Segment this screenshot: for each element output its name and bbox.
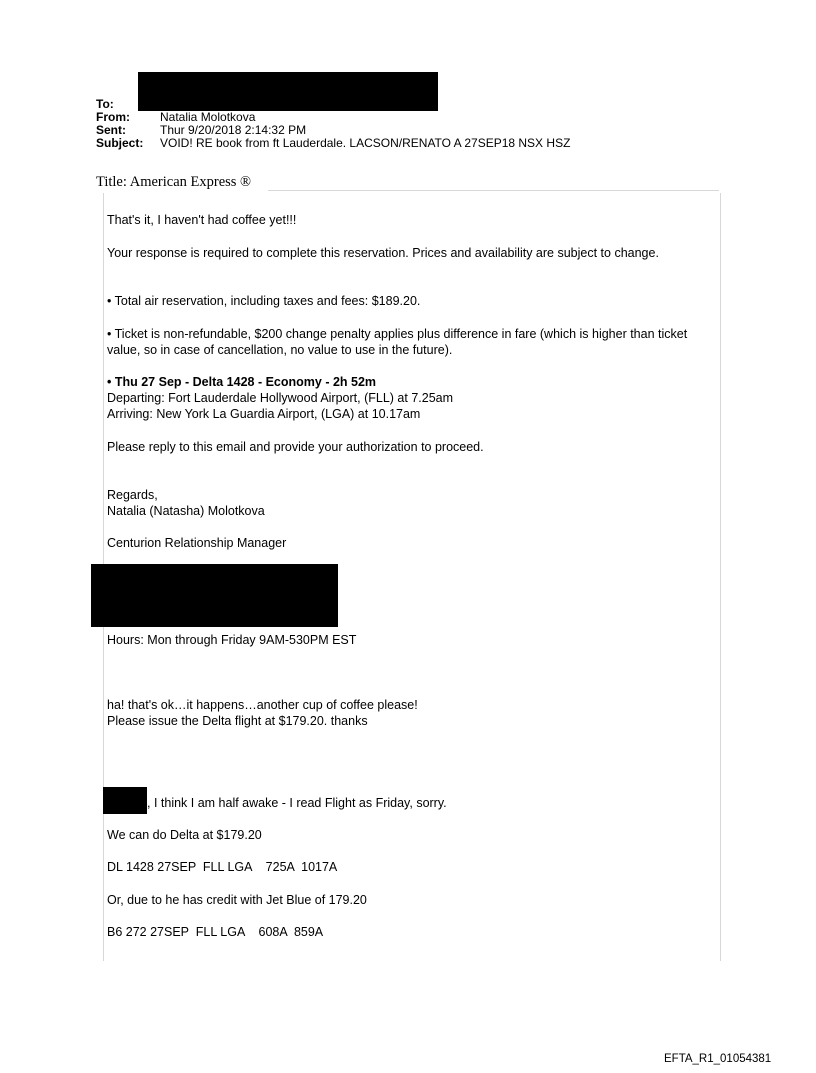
message-title: Title: American Express ® xyxy=(96,174,252,190)
body-regards: Regards, xyxy=(107,488,158,502)
email-header xyxy=(96,72,570,150)
from-value: Natalia Molotkova xyxy=(160,110,256,124)
body-hours: Hours: Mon through Friday 9AM-530PM EST xyxy=(107,633,357,647)
name-redaction-box xyxy=(103,787,147,814)
body-sender-role: Centurion Relationship Manager xyxy=(107,536,287,550)
body-jetblue-offer: Or, due to he has credit with Jet Blue of 179.20 xyxy=(107,893,367,907)
body-jetblue-itinerary: B6 272 27SEP FLL LGA 608A 859A xyxy=(107,925,324,939)
sent-value: Thur 9/20/2018 2:14:32 PM xyxy=(160,123,307,137)
from-label: From: xyxy=(96,110,130,124)
to-label: To: xyxy=(96,97,114,111)
title-divider xyxy=(268,190,719,191)
body-total-air: • Total air reservation, including taxes and fees: $189.20. xyxy=(107,294,421,308)
body-ticket-terms: • Ticket is non-refundable, $200 change penalty applies plus difference in fare (which is higher than ticket value, so in case of cancellation, no value to use in the future). xyxy=(107,327,688,357)
body-delta-itinerary: DL 1428 27SEP FLL LGA 725A 1017A xyxy=(107,860,338,874)
document-id: EFTA_R1_01054381 xyxy=(664,1053,772,1065)
body-flight-heading: • Thu 27 Sep - Delta 1428 - Economy - 2h 52m xyxy=(107,375,377,389)
body-departing: Departing: Fort Lauderdale Hollywood Airport, (FLL) at 7.25am xyxy=(107,391,454,405)
body-coffee: That's it, I haven't had coffee yet!!! xyxy=(107,213,297,227)
body-delta-offer: We can do Delta at $179.20 xyxy=(107,828,262,842)
subject-row xyxy=(96,137,570,150)
sent-label: Sent: xyxy=(96,123,126,137)
redaction-box xyxy=(138,72,438,111)
subject-label: Subject: xyxy=(96,136,144,150)
body-arriving: Arriving: New York La Guardia Airport, (LGA) at 10.17am xyxy=(107,407,421,421)
body-response-required: Your response is required to complete this reservation. Prices and availability are subject to change. xyxy=(107,246,659,260)
body-reply-request: Please reply to this email and provide your authorization to proceed. xyxy=(107,440,484,454)
to-row xyxy=(96,72,570,111)
body-sender-name: Natalia (Natasha) Molotkova xyxy=(107,504,265,518)
signature-redaction-box xyxy=(91,564,338,627)
body-half-awake: , I think I am half awake - I read Flight as Friday, sorry. xyxy=(147,796,447,810)
subject-value: VOID! RE book from ft Lauderdale. LACSON/RENATO A 27SEP18 NSX HSZ xyxy=(160,136,571,150)
reply-line-2: Please issue the Delta flight at $179.20. thanks xyxy=(107,714,368,728)
reply-line-1: ha! that's ok…it happens…another cup of coffee please! xyxy=(107,698,418,712)
